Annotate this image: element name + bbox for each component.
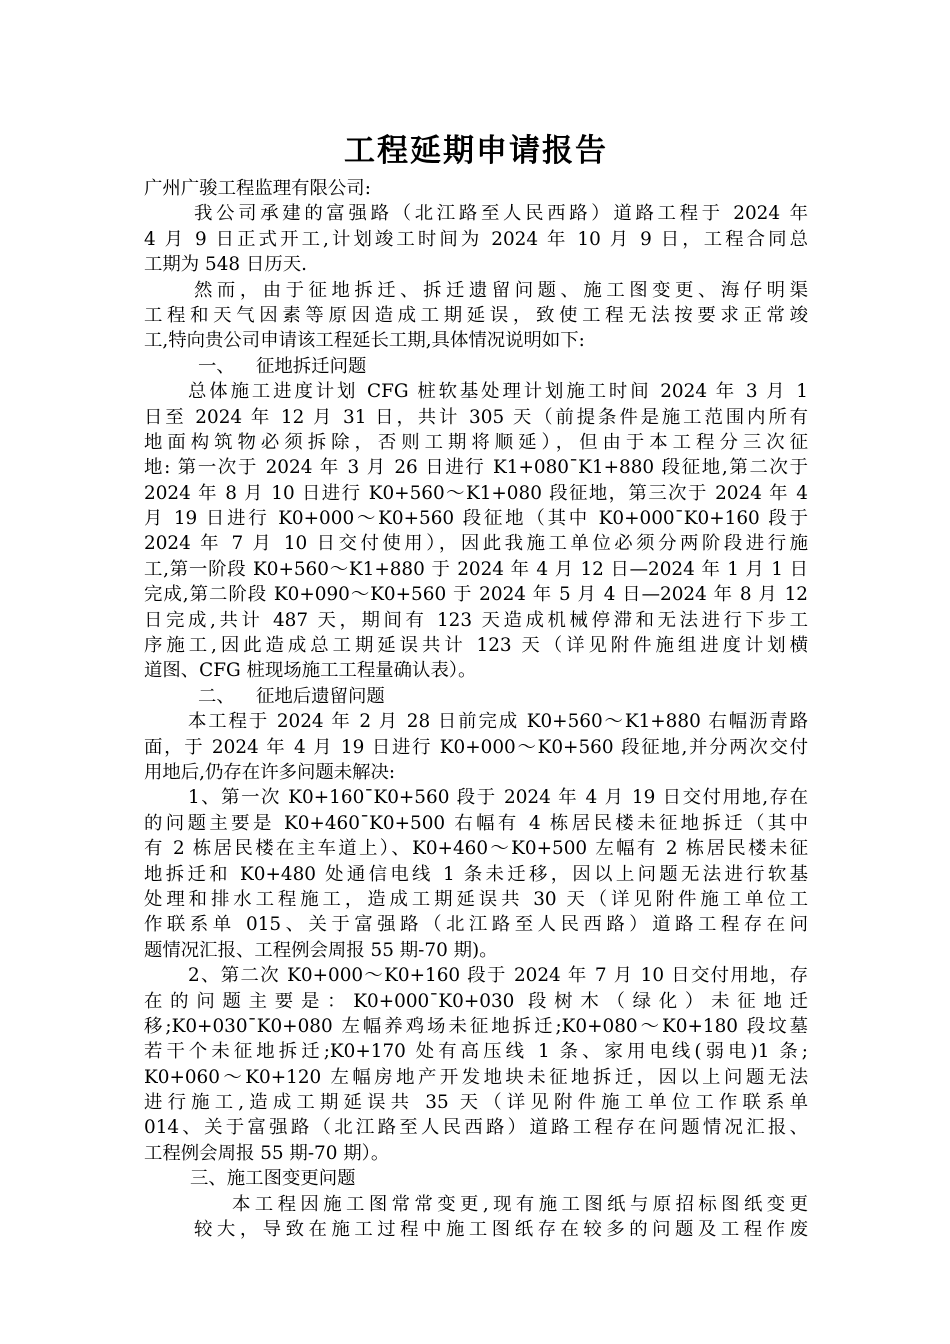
- list-item-line: 作联系单 015、关于富强路（北江路至人民西路）道路工程存在问: [144, 914, 808, 936]
- list-item-line: 1、第一次 K0+160¯K0+560 段于 2024 年 4 月 19 日交付用地,存在: [188, 787, 808, 809]
- paragraph-line: 我公司承建的富强路（北江路至人民西路）道路工程于 2024 年: [194, 203, 808, 225]
- document-page: [144, 126, 808, 1242]
- list-item-line: 2、第二次 K0+000～K0+160 段于 2024 年 7 月 10 日交付用地，存: [188, 965, 808, 987]
- paragraph-line: 本工程于 2024 年 2 月 28 日前完成 K0+560～K1+880 右幅沥青路: [188, 711, 808, 733]
- paragraph-line: 然而，由于征地拆迁、拆迁遗留问题、施工图变更、海仔明渠: [194, 279, 808, 301]
- list-item-line: 进行施工,造成工期延误共 35 天（详见附件施工单位工作联系单: [144, 1092, 808, 1114]
- paragraph-line: 工程和天气因素等原因造成工期延误，致使工程无法按要求正常竣: [144, 304, 808, 326]
- paragraph-line: 面，于 2024 年 4 月 19 日进行 K0+000～K0+560 段征地,并分两次交付: [144, 736, 808, 758]
- list-item-line: 地拆迁和 K0+480 处通信电线 1 条未迁移，因以上问题无法进行软基: [144, 863, 808, 885]
- list-item-line: 移;K0+030¯K0+080 左幅养鸡场未征地拆迁;K0+080～K0+180 段坟墓: [144, 1015, 808, 1037]
- section-heading-text: 征地拆迁问题: [256, 355, 367, 377]
- paragraph-line: 完成,第二阶段 K0+090～K0+560 于 2024 年 5 月 4 日—2024 年 8 月 12: [144, 584, 808, 606]
- list-item-line: 工程例会周报 55 期-70 期）。: [144, 1142, 390, 1164]
- paragraph-line: 月 19 日进行 K0+000～K0+560 段征地（其中 K0+000¯K0+160 段于: [144, 508, 808, 530]
- section-number: 一、: [198, 355, 235, 377]
- list-item-line: 在的问题主要是：K0+000¯K0+030 段树木（绿化）未征地迁: [144, 990, 808, 1012]
- list-item-line: 题情况汇报、工程例会周报 55 期-70 期)。: [144, 939, 498, 961]
- section-number: 二、: [198, 685, 235, 707]
- list-item-line: 若干个未征地拆迁;K0+170 处有高压线 1 条、家用电线(弱电)1 条;: [144, 1041, 808, 1063]
- paragraph-line: 工,特向贵公司申请该工程延长工期,具体情况说明如下:: [144, 330, 585, 352]
- paragraph-line: 日完成,共计 487 天，期间有 123 天造成机械停滞和无法进行下步工: [144, 609, 808, 631]
- paragraph-line: 2024 年 8 月 10 日进行 K0+560～K1+080 段征地，第三次于 2024 年 4: [144, 482, 808, 504]
- paragraph-line: 地: 第一次于 2024 年 3 月 26 日进行 K1+080¯K1+880 段征地,第二次于: [144, 457, 808, 479]
- document-title: 工程延期申请报告: [344, 133, 608, 169]
- section-heading-3: 三、施工图变更问题: [190, 1168, 356, 1190]
- paragraph-line: 工,第一阶段 K0+560～K1+880 于 2024 年 4 月 12 日—2024 年 1 月 1 日: [144, 558, 808, 580]
- list-item-line: K0+060～K0+120 左幅房地产开发地块未征地拆迁，因以上问题无法: [144, 1066, 808, 1088]
- section-heading-1: [144, 354, 808, 379]
- list-item-line: 014、关于富强路（北江路至人民西路）道路工程存在问题情况汇报、: [144, 1117, 808, 1139]
- paragraph-line: 日至 2024 年 12 月 31 日，共计 305 天（前提条件是施工范围内所有: [144, 406, 808, 428]
- section-heading-text: 征地后遗留问题: [256, 685, 385, 707]
- paragraph-line: 较大，导致在施工过程中施工图纸存在较多的问题及工程作废: [194, 1219, 808, 1241]
- paragraph-line: 序施工,因此造成总工期延误共计 123 天（详见附件施组进度计划横: [144, 635, 808, 657]
- paragraph-line: 地面构筑物必须拆除，否则工期将顺延），但由于本工程分三次征: [144, 431, 808, 453]
- section-heading-2: [144, 684, 808, 709]
- list-item-line: 的问题主要是 K0+460¯K0+500 右幅有 4 栋居民楼未征地拆迁（其中: [144, 812, 808, 834]
- paragraph-line: 4 月 9 日正式开工,计划竣工时间为 2024 年 10 月 9 日，工程合同总: [144, 228, 808, 250]
- paragraph-line: 2024 年 7 月 10 日交付使用），因此我施工单位必须分两阶段进行施: [144, 533, 808, 555]
- paragraph-line: 本工程因施工图常常变更,现有施工图纸与原招标图纸变更: [232, 1193, 808, 1215]
- list-item-line: 处理和排水工程施工，造成工期延误共 30 天（详见附件施工单位工: [144, 888, 808, 910]
- paragraph-line: 道图、CFG 桩现场施工工程量确认表）。: [144, 660, 477, 682]
- paragraph-line: 用地后,仍存在许多问题未解决:: [144, 761, 396, 783]
- paragraph-line: 总体施工进度计划 CFG 桩软基处理计划施工时间 2024 年 3 月 1: [188, 381, 808, 403]
- list-item-line: 有 2 栋居民楼在主车道上）、K0+460～K0+500 左幅有 2 栋居民楼未征: [144, 838, 808, 860]
- paragraph-line: 工期为 548 日历天.: [144, 254, 307, 276]
- addressee-line: 广州广骏工程监理有限公司:: [144, 178, 371, 199]
